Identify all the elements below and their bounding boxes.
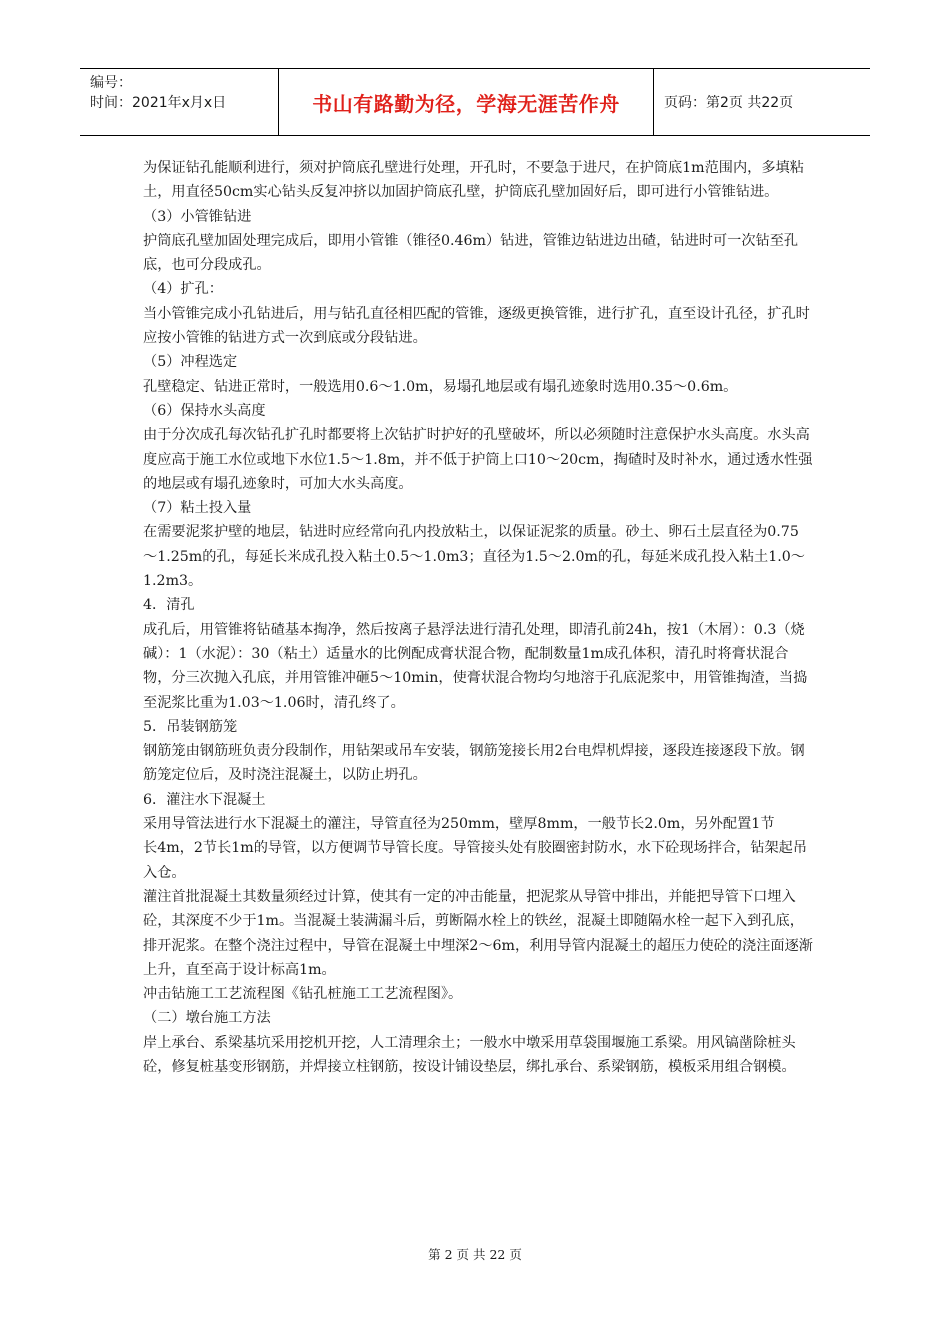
- header-page-cell: [654, 69, 870, 135]
- page-header: [80, 68, 870, 136]
- paragraph: 钢筋笼由钢筋班负责分段制作，用钻架或吊车安装，钢筋笼接长用2台电焊机焊接，逐段连接逐段下放。钢筋笼定位后，及时浇注混凝土，以防止坍孔。: [143, 743, 805, 784]
- section-heading: （6）保持水头高度: [143, 402, 266, 419]
- section-heading: 6．灌注水下混凝土: [143, 791, 266, 808]
- section-heading: （4）扩孔：: [143, 281, 223, 298]
- paragraph: 在需要泥浆护壁的地层，钻进时应经常向孔内投放粘土，以保证泥浆的质量。砂土、卵石土层直径为0.75～1.25m的孔，每延长米成孔投入粘土0.5～1.0m3；直径为1.5～2.0m的孔，每延米成孔投入粘土1.0～1.2m3。: [143, 524, 805, 590]
- paragraph: 为保证钻孔能顺利进行，须对护筒底孔壁进行处理，开孔时，不要急于进尺，在护筒底1m范围内，多填粘土，用直径50cm实心钻头反复冲挤以加固护筒底孔壁，护筒底孔壁加固好后，即可进行小管锥钻进。: [143, 160, 804, 201]
- paragraph: 灌注首批混凝土其数量须经过计算，使其有一定的冲击能量，把泥浆从导管中排出，并能把导管下口埋入砼，其深度不少于1m。当混凝土装满漏斗后，剪断隔水栓上的铁丝，混凝土即随隔水栓一起下入到孔底，排开泥浆。在整个浇注过程中，导管在混凝土中埋深2～6m，利用导管内混凝土的超压力使砼的浇注面逐渐上升，直至高于设计标高1m。: [143, 888, 813, 978]
- document-code-label: 编号：: [90, 75, 132, 91]
- paragraph: 长4m，2节长1m的导管，以方便调节导管长度。导管接头处有胶圈密封防水，水下砼现场拌合，钻架起吊入仓。: [143, 840, 808, 881]
- paragraph: 当小管锥完成小孔钻进后，用与钻孔直径相匹配的管锥，逐级更换管锥，进行扩孔，直至设计孔径，扩孔时应按小管锥的钻进方式一次到底或分段钻进。: [143, 305, 810, 347]
- header-motto-cell: [278, 69, 654, 135]
- section-heading: 5．吊装钢筋笼: [143, 718, 238, 735]
- paragraph: 护筒底孔壁加固处理完成后，即用小管锥（锥径0.46m）钻进，管锥边钻进边出碴，钻进时可一次钻至孔底，也可分段成孔。: [143, 232, 799, 274]
- page-footer: [0, 1245, 950, 1263]
- section-heading: （5）冲程选定: [143, 354, 238, 371]
- section-heading: （7）粘土投入量: [143, 500, 252, 517]
- paragraph: 岸上承台、系梁基坑采用挖机开挖，人工清理余土；一般水中墩采用草袋围堰施工系梁。用风镐凿除桩头砼，修复桩基变形钢筋，并焊接立柱钢筋，按设计铺设垫层，绑扎承台、系梁钢筋，模板采用组合钢模。: [143, 1034, 796, 1075]
- paragraph: 成孔后，用管锥将钻碴基本掏净，然后按离子悬浮法进行清孔处理，即清孔前24h，按1（木屑）：0.3（烧碱）：1（水泥）：30（粘土）适量水的比例配成膏状混合物，配制数量1m成孔体积，清孔时将膏状混合物，分三次抛入孔底，并用管锥冲砸5～10min，使膏状混合物均匀地溶于孔底泥浆中，用管锥掏渣，当捣至泥浆比重为1.03～1.06时，清孔终了。: [143, 621, 808, 711]
- paragraph: 由于分次成孔每次钻孔扩孔时都要将上次钻扩时护好的孔壁破坏，所以必须随时注意保护水头高度。水头高度应高于施工水位或地下水位1.5～1.8m，并不低于护筒上口10～20cm，掏碴时及时补水，通过透水性强的地层或有塌孔迹象时，可加大水头高度。: [143, 427, 813, 492]
- section-heading: （3）小管锥钻进: [143, 208, 252, 225]
- paragraph: 冲击钻施工工艺流程图《钻孔桩施工工艺流程图》。: [143, 986, 463, 1003]
- section-heading: 4．清孔: [143, 597, 195, 614]
- document-body: [143, 156, 813, 1079]
- document-time-label: 时间：2021年x月x日: [90, 95, 227, 111]
- section-heading: （二）墩台施工方法: [143, 1010, 271, 1027]
- header-motto: 书山有路勤为径，学海无涯苦作舟: [312, 91, 620, 116]
- paragraph: 孔壁稳定、钻进正常时，一般选用0.6～1.0m，易塌孔地层或有塌孔迹象时选用0.35～0.6m。: [143, 378, 738, 395]
- header-meta: [80, 69, 278, 135]
- footer-page-number: 第 2 页 共 22 页: [428, 1247, 522, 1262]
- header-page-number: 页码：第2页 共22页: [664, 95, 794, 111]
- paragraph: 采用导管法进行水下混凝土的灌注，导管直径为250mm，壁厚8mm，一般节长2.0m，另外配置1节: [143, 816, 775, 833]
